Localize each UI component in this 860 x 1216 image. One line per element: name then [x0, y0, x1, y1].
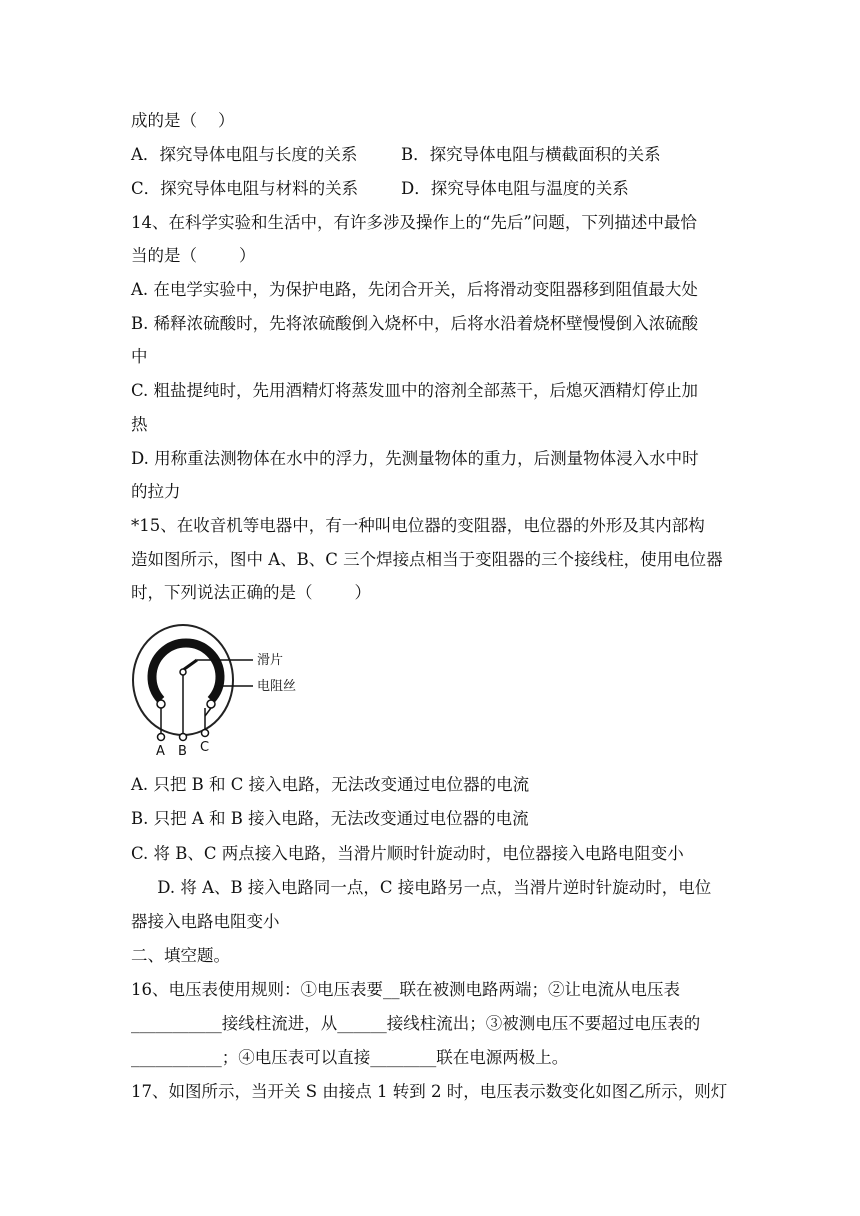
slider-label: 滑片: [257, 653, 284, 668]
question-14-option-a: A. 在电学实验中，为保护电路，先闭合开关，后将滑动变阻器移到阻值最大处: [131, 280, 698, 299]
question-15-option-d-cont: 器接入电路电阻变小: [131, 912, 280, 931]
option-b: B．探究导体电阻与横截面积的关系: [401, 145, 661, 164]
question-14-stem: 14、在科学实验和生活中，有许多涉及操作上的“先后”问题，下列描述中最恰: [131, 213, 697, 232]
terminal-a-pad: [157, 700, 165, 708]
question-14-option-b: B. 稀释浓硫酸时，先将浓硫酸倒入烧杯中，后将水沿着烧杯壁慢慢倒入浓硫酸: [131, 314, 699, 333]
option-c: C．探究导体电阻与材料的关系: [131, 179, 359, 198]
text-line: 成的是（ ）: [131, 111, 235, 130]
question-15-stem: *15、在收音机等电器中，有一种叫电位器的变阻器，电位器的外形及其内部构: [131, 516, 705, 535]
terminal-c-label: C: [200, 740, 210, 755]
question-14-option-d-cont: 的拉力: [131, 482, 181, 501]
terminal-b-end: [180, 734, 187, 741]
terminal-a-label: A: [156, 744, 165, 759]
question-15-option-b: B. 只把 A 和 B 接入电路，无法改变通过电位器的电流: [131, 809, 529, 828]
terminal-c-bend: [205, 708, 211, 716]
question-14-stem-cont: 当的是（ ）: [131, 246, 256, 265]
question-14-option-d: D. 用称重法测物体在水中的浮力，先测量物体的重力，后测量物体浸入水中时: [131, 449, 699, 468]
question-15-stem-cont: 时，下列说法正确的是（ ）: [131, 583, 371, 602]
question-16-stem: 16、电压表使用规则：①电压表要__联在被测电路两端；②让电流从电压表: [131, 980, 680, 999]
question-15-option-c: C. 将 B、C 两点接入电路，当滑片顺时针旋动时，电位器接入电路电阻变小: [131, 844, 684, 863]
terminal-a-end: [158, 734, 165, 741]
question-17-stem: 17、如图所示，当开关 S 由接点 1 转到 2 时，电压表示数变化如图乙所示，则灯: [131, 1082, 728, 1101]
slider-arm: [183, 660, 197, 670]
section-heading: 二、填空题。: [131, 946, 230, 965]
question-14-option-c: C. 粗盐提纯时，先用酒精灯将蒸发皿中的溶剂全部蒸干，后熄灭酒精灯停止加: [131, 381, 699, 400]
option-a: A．探究导体电阻与长度的关系: [131, 145, 358, 164]
question-16-stem-cont: ___________接线柱流进，从______接线柱流出；③被测电压不要超过电压表的: [131, 1014, 701, 1033]
terminal-c-pad: [207, 700, 215, 708]
question-16-stem-cont: ___________；④电压表可以直接________联在电源两极上。: [131, 1048, 569, 1067]
question-15-stem-cont: 造如图所示，图中 A、B、C 三个焊接点相当于变阻器的三个接线柱，使用电位器: [131, 550, 723, 569]
question-15-option-d: D. 将 A、B 接入电路同一点，C 接电路另一点，当滑片逆时针旋动时，电位: [131, 878, 712, 897]
potentiometer-figure: [131, 620, 311, 760]
slider-pivot: [180, 669, 186, 675]
question-15-option-a: A. 只把 B 和 C 接入电路，无法改变通过电位器的电流: [131, 775, 530, 794]
wire-label: 电阻丝: [257, 679, 297, 694]
terminal-b-label: B: [178, 744, 187, 759]
terminal-c-end: [202, 730, 209, 737]
option-d: D．探究导体电阻与温度的关系: [401, 179, 629, 198]
question-14-option-b-cont: 中: [131, 347, 148, 366]
question-14-option-c-cont: 热: [131, 415, 148, 434]
